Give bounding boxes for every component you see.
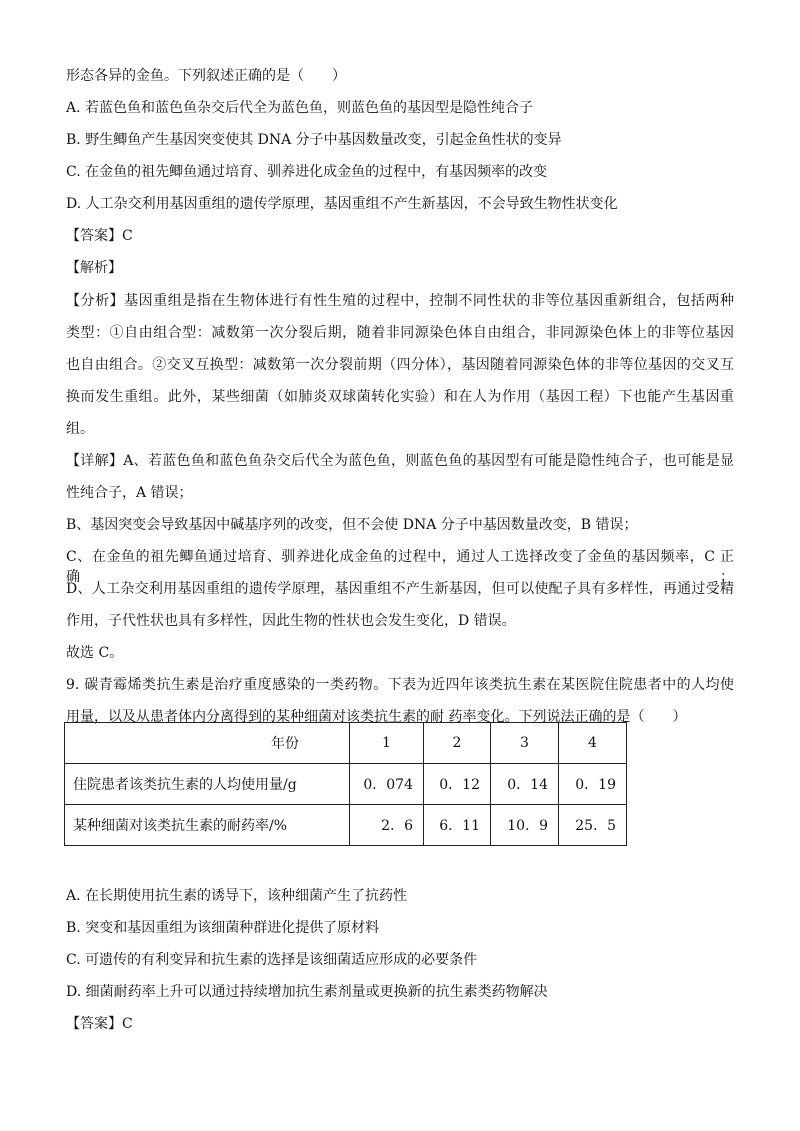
table-header-cell: 年份 [65,723,350,764]
table-header-row [65,723,627,764]
analysis-line: 也自由组合。②交叉互换型：减数第一次分裂前期（四分体），基因随着同源染色体的非等位基因的交叉互 [66,357,734,373]
table-row [65,805,627,846]
detail-line: D、人工杂交利用基因重组的遗传学原理，基因重组不产生新基因，但可以使配子具有多样性，再通过受精 [66,581,734,597]
table-header-cell: 3 [491,723,559,764]
table-header-cell: 4 [559,723,627,764]
table-header-cell: 1 [350,723,424,764]
q8-answer: 【答案】C [66,228,133,244]
data-table [64,722,627,846]
table-cell: 住院患者该类抗生素的人均使用量/g [65,764,350,805]
detail-line: 作用，子代性状也具有多样性，因此生物的性状也会发生变化，D 错误。 [66,613,516,629]
q9-option-a: A. 在长期使用抗生素的诱导下，该种细菌产生了抗药性 [66,888,408,904]
table-cell: 2．6 [350,805,424,846]
q8-stem: 形态各异的金鱼。下列叙述正确的是（ ） [66,68,346,84]
q9-stem-line: 用量，以及从患者体内分离得到的某种细菌对该类抗生素的耐 药率变化。下列说法正确的是（ ） [66,709,687,725]
detail-line: 【详解】A、若蓝色鱼和蓝色鱼杂交后代全为蓝色鱼，则蓝色鱼的基因型有可能是隐性纯合子，也可能是显 [66,453,734,469]
q8-option-b: B. 野生鲫鱼产生基因突变使其 DNA 分子中基因数量改变，引起金鱼性状的变异 [66,132,562,148]
table-cell: 0．074 [350,764,424,805]
table-header-cell: 2 [424,723,491,764]
table-cell: 6．11 [424,805,491,846]
table-cell: 10．9 [491,805,559,846]
q8-option-a: A. 若蓝色鱼和蓝色鱼杂交后代全为蓝色鱼，则蓝色鱼的基因型是隐性纯合子 [66,100,534,116]
detail-line: B、基因突变会导致基因中碱基序列的改变，但不会使 DNA 分子中基因数量改变，B 错误； [66,517,638,533]
table-cell: 0．19 [559,764,627,805]
detail-line: 性纯合子，A 错误； [66,485,193,501]
q9-option-c: C. 可遗传的有利变异和抗生素的选择是该细菌适应形成的必要条件 [66,952,478,968]
table-cell: 某种细菌对该类抗生素的耐药率/% [65,805,350,846]
detail-line: C、在金鱼的祖先鲫鱼通过培育、驯养进化成金鱼的过程中，通过人工选择改变了金鱼的基因频率，C 正确； [66,549,734,585]
table-cell: 0．14 [491,764,559,805]
q8-analysis-label: 【解析】 [66,260,122,276]
table-cell: 25．5 [559,805,627,846]
q9-answer: 【答案】C [66,1016,133,1032]
analysis-line: 组。 [66,421,94,437]
q9-stem-line: 9. 碳青霉烯类抗生素是治疗重度感染的一类药物。下表为近四年该类抗生素在某医院住院患者中的人均使 [66,677,734,693]
q8-option-c: C. 在金鱼的祖先鲫鱼通过培育、驯养进化成金鱼的过程中，有基因频率的改变 [66,164,548,180]
table-row [65,764,627,805]
analysis-line: 类型：①自由组合型：减数第一次分裂后期，随着非同源染色体自由组合，非同源染色体上的非等位基因 [66,325,734,341]
analysis-line: 换而发生重组。此外，某些细菌（如肺炎双球菌转化实验）和在人为作用（基因工程）下也能产生基因重 [66,389,734,405]
detail-line: 故选 C。 [66,645,124,661]
q9-option-d: D. 细菌耐药率上升可以通过持续增加抗生素剂量或更换新的抗生素类药物解决 [66,984,548,1000]
table-cell: 0．12 [424,764,491,805]
q8-option-d: D. 人工杂交利用基因重组的遗传学原理，基因重组不产生新基因，不会导致生物性状变化 [66,196,618,212]
q9-option-b: B. 突变和基因重组为该细菌种群进化提供了原材料 [66,920,380,936]
analysis-line: 【分析】基因重组是指在生物体进行有性生殖的过程中，控制不同性状的非等位基因重新组合，包括两种 [66,293,734,309]
